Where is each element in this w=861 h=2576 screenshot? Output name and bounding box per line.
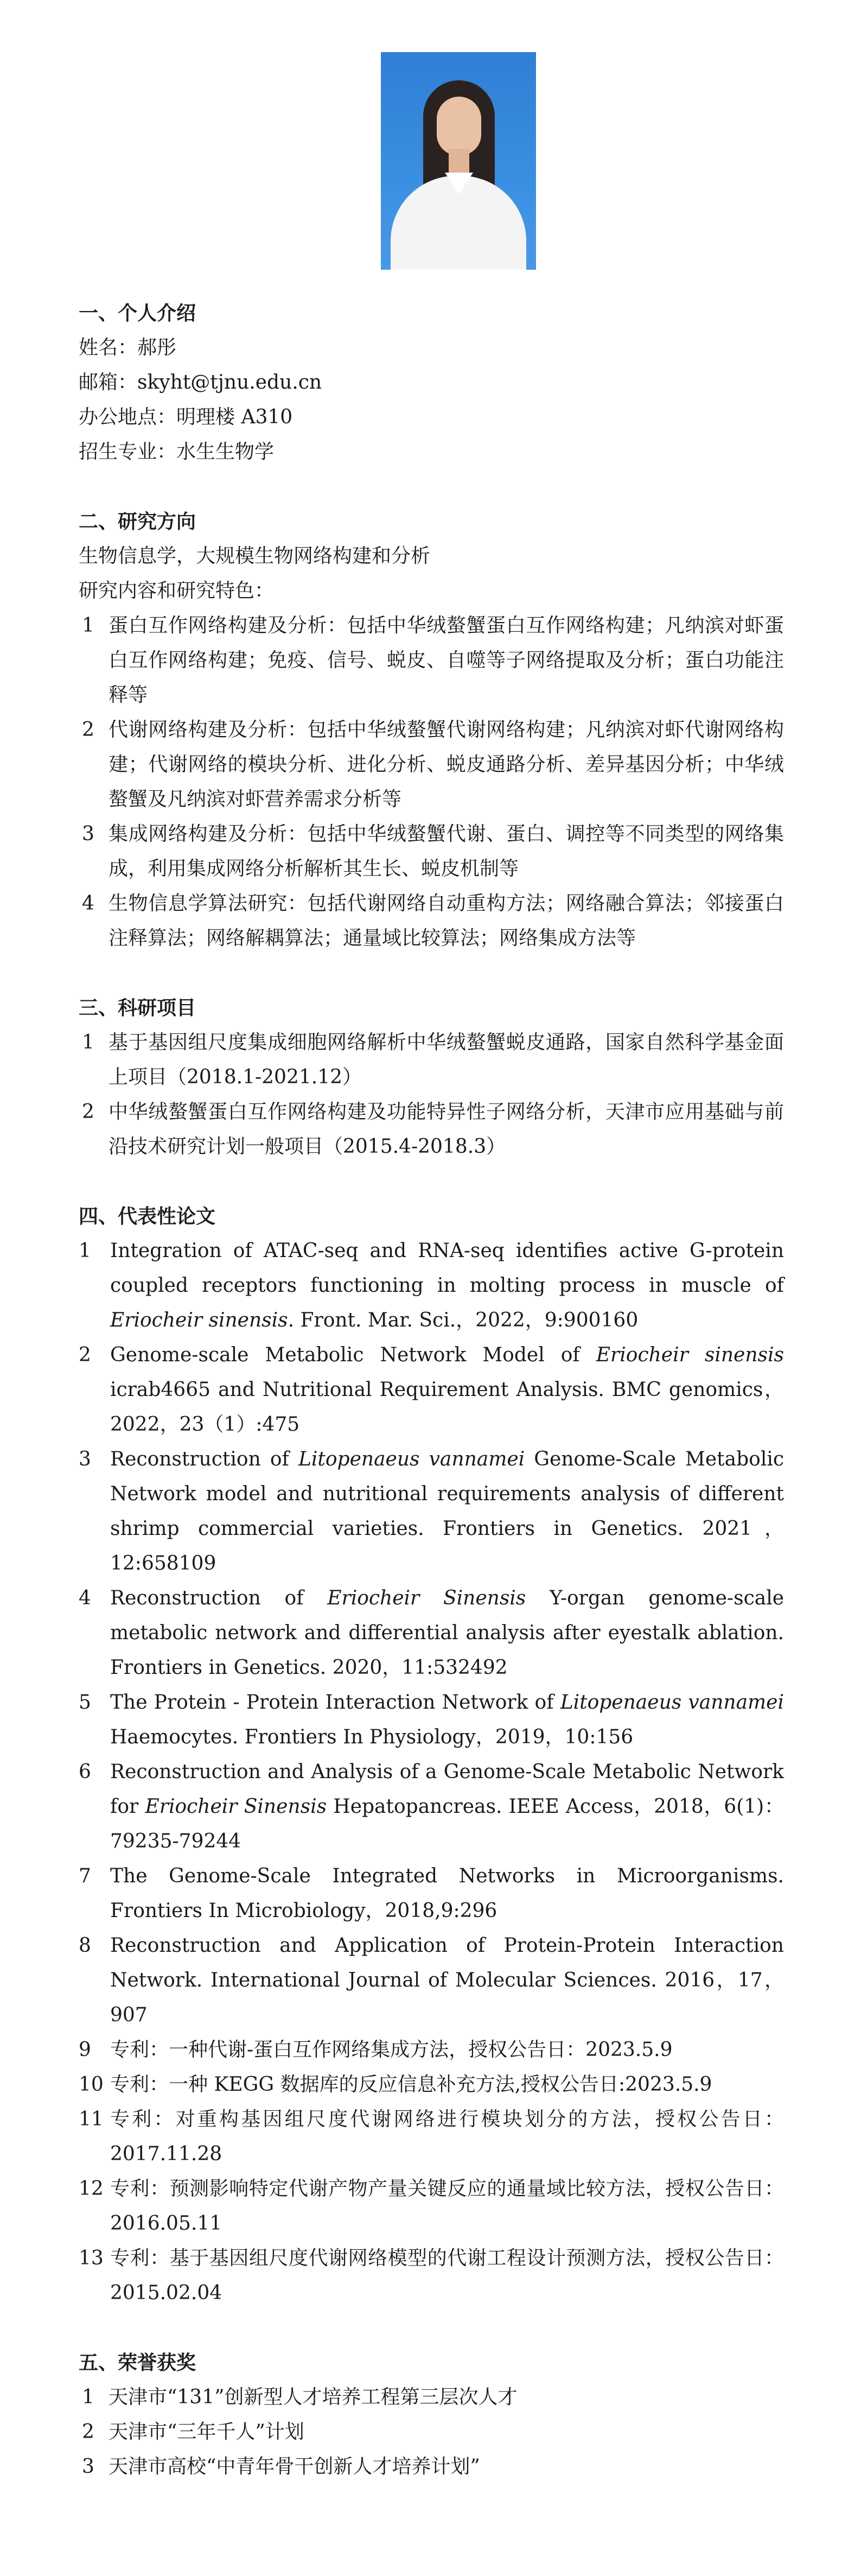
item-species: Litopenaeus vannamei: [298, 1448, 525, 1470]
item-text-post: Hepatopancreas. IEEE Access，2018，6(1)：79235-79244: [110, 1795, 785, 1852]
list-item: [79, 2033, 784, 2067]
item-text-pre: 专利：一种代谢-蛋白互作网络集成方法，授权公告日：2023.5.9: [110, 2039, 673, 2061]
list-item: [79, 1442, 784, 1581]
intro-major: 招生专业：水生生物学: [79, 441, 275, 463]
research-list: [79, 608, 784, 956]
item-number: 3: [82, 823, 94, 845]
list-item: [79, 2450, 784, 2484]
item-species: Eriocheir sinensis: [596, 1344, 784, 1366]
item-species: Eriocheir sinensis: [110, 1309, 288, 1331]
face-shape: [437, 97, 481, 155]
item-number: 1: [82, 614, 94, 637]
list-item: [79, 1581, 784, 1685]
item-text-post: . Front. Mar. Sci.，2022，9:900160: [288, 1309, 639, 1331]
honors-list: [79, 2380, 784, 2484]
item-text: 基于基因组尺度集成细胞网络解析中华绒螯蟹蜕皮通路，国家自然科学基金面上项目（2018.1-2021.12）: [109, 1031, 784, 1088]
item-number: 8: [79, 1934, 91, 1957]
list-item: [79, 2102, 784, 2172]
list-item: [79, 1338, 784, 1442]
list-item: [79, 1928, 784, 2033]
item-text-pre: The Genome-Scale Integrated Networks in Microorganisms. Frontiers In Microbiology，2018,9:296: [110, 1865, 784, 1922]
item-number: 12: [79, 2178, 104, 2200]
intro-email: 邮箱：skyht@tjnu.edu.cn: [79, 371, 322, 394]
item-number: 10: [79, 2073, 104, 2096]
item-number: 9: [79, 2039, 91, 2061]
item-number: 4: [79, 1587, 91, 1609]
item-text-post: Haemocytes. Frontiers In Physiology，2019，10:156: [110, 1726, 634, 1748]
item-number: 4: [82, 892, 94, 915]
profile-content: [79, 296, 784, 2484]
item-number: 6: [79, 1761, 91, 1783]
section-heading-projects: 三、科研项目: [79, 997, 196, 1019]
item-text: 代谢网络构建及分析：包括中华绒螯蟹代谢网络构建；凡纳滨对虾代谢网络构建；代谢网络的模块分析、进化分析、蜕皮通路分析、差异基因分析；中华绒螯蟹及凡纳滨对虾营养需求分析等: [109, 719, 784, 810]
papers-list: [79, 1234, 784, 2311]
item-number: 3: [82, 2456, 94, 2478]
list-item: [79, 1859, 784, 1928]
item-text-post: Y-organ genome-scale metabolic network and differential analysis after eyestalk ablation. Frontiers in Genetics. 2020，11:532492: [110, 1587, 785, 1679]
list-item: [79, 886, 784, 956]
item-number: 13: [79, 2247, 104, 2269]
research-features-label: 研究内容和研究特色：: [79, 580, 275, 602]
intro-name: 姓名：郝彤: [79, 337, 177, 359]
list-item: [79, 2172, 784, 2241]
list-item: [79, 1755, 784, 1859]
item-text-pre: 专利：预测影响特定代谢产物产量关键反应的通量域比较方法，授权公告日：2016.05.11: [110, 2178, 784, 2235]
item-text-pre: 专利：基于基因组尺度代谢网络模型的代谢工程设计预测方法，授权公告日：2015.02.04: [110, 2247, 784, 2304]
item-number: 1: [82, 1031, 94, 1054]
item-text: 集成网络构建及分析：包括中华绒螯蟹代谢、蛋白、调控等不同类型的网络集成，利用集成网络分析解析其生长、蜕皮机制等: [109, 823, 784, 880]
item-text-pre: 专利：一种 KEGG 数据库的反应信息补充方法,授权公告日:2023.5.9: [110, 2073, 712, 2096]
item-text-pre: 专利：对重构基因组尺度代谢网络进行模块划分的方法，授权公告日：2017.11.28: [110, 2108, 784, 2165]
item-text-pre: The Protein - Protein Interaction Network of: [110, 1691, 560, 1714]
item-text-pre: Genome-scale Metabolic Network Model of: [110, 1344, 596, 1366]
section-heading-research: 二、研究方向: [79, 510, 196, 533]
list-item: [79, 713, 784, 817]
section-heading-papers: 四、代表性论文: [79, 1205, 216, 1228]
portrait-photo: [381, 52, 536, 270]
research-summary: 生物信息学，大规模生物网络构建和分析: [79, 545, 431, 567]
list-item: [79, 1234, 784, 1338]
item-species: Litopenaeus vannamei: [560, 1691, 784, 1714]
list-item: [79, 1025, 784, 1095]
item-number: 2: [79, 1344, 91, 1366]
list-item: [79, 2241, 784, 2311]
item-text-pre: Integration of ATAC-seq and RNA-seq identifies active G-protein coupled receptors functioning in molting process in muscle of: [110, 1240, 784, 1297]
list-item: [79, 2415, 784, 2450]
item-text-post: Genome-Scale Metabolic Network model and nutritional requirements analysis of different shrimp commercial varieties. Frontiers in Genetics. 2021，12:658109: [110, 1448, 785, 1575]
list-item: [79, 2067, 784, 2102]
neck-shape: [449, 149, 469, 176]
item-number: 1: [82, 2386, 94, 2408]
list-item: [79, 1095, 784, 1164]
item-number: 5: [79, 1691, 91, 1714]
list-item: [79, 1685, 784, 1755]
projects-list: [79, 1025, 784, 1164]
item-species: Eriocheir Sinensis: [327, 1587, 526, 1609]
list-item: [79, 608, 784, 713]
section-heading-intro: 一、个人介绍: [79, 302, 196, 325]
item-text-pre: Reconstruction of: [110, 1448, 298, 1470]
item-text-pre: Reconstruction and Application of Protein-Protein Interaction Network. International Journal of Molecular Sciences. 2016，17，907: [110, 1934, 784, 2026]
item-text: 蛋白互作网络构建及分析：包括中华绒螯蟹蛋白互作网络构建；凡纳滨对虾蛋白互作网络构建；免疫、信号、蜕皮、自噬等子网络提取及分析；蛋白功能注释等: [109, 614, 784, 706]
item-number: 2: [82, 1101, 94, 1123]
item-text: 天津市“131”创新型人才培养工程第三层次人才: [109, 2386, 518, 2408]
item-number: 11: [79, 2108, 104, 2130]
item-text: 中华绒螯蟹蛋白互作网络构建及功能特异性子网络分析，天津市应用基础与前沿技术研究计划一般项目（2015.4-2018.3）: [109, 1101, 784, 1158]
item-species: Eriocheir Sinensis: [145, 1795, 327, 1818]
item-text: 天津市高校“中青年骨干创新人才培养计划”: [109, 2456, 480, 2478]
item-text-pre: Reconstruction and Analysis of a Genome-Scale Metabolic Network for: [110, 1761, 784, 1818]
item-text: 天津市“三年千人”计划: [109, 2421, 304, 2443]
item-number: 3: [79, 1448, 91, 1470]
item-number: 1: [79, 1240, 91, 1262]
list-item: [79, 817, 784, 886]
item-text: 生物信息学算法研究：包括代谢网络自动重构方法；网络融合算法；邻接蛋白注释算法；网络解耦算法；通量域比较算法；网络集成方法等: [109, 892, 784, 949]
item-text-pre: Reconstruction of: [110, 1587, 328, 1609]
list-item: [79, 2380, 784, 2415]
item-number: 2: [82, 2421, 94, 2443]
section-heading-honors: 五、荣誉获奖: [79, 2351, 196, 2374]
item-number: 7: [79, 1865, 91, 1887]
item-number: 2: [82, 719, 94, 741]
intro-office: 办公地点：明理楼 A310: [79, 406, 293, 428]
item-text-post: icrab4665 and Nutritional Requirement Analysis. BMC genomics，2022，23（1）:475: [110, 1379, 784, 1436]
